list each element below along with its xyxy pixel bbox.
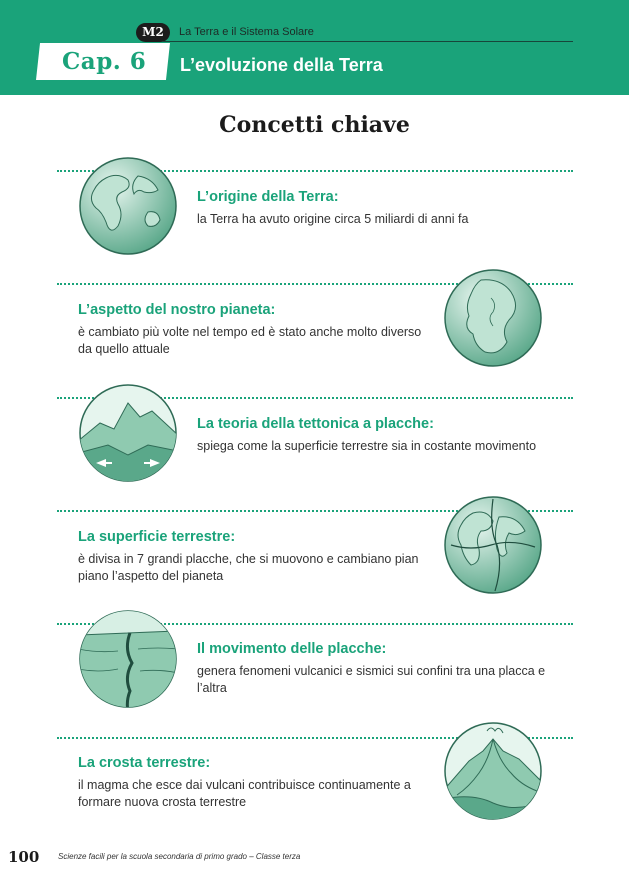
- concept-text: è divisa in 7 grandi placche, che si muovono e cambiano pian piano l’aspetto del pianeta: [78, 552, 419, 583]
- module-title: La Terra e il Sistema Solare: [179, 26, 314, 38]
- concept-text: il magma che esce dai vulcani contribuisce continuamente a formare nuova crosta terrestre: [78, 778, 411, 809]
- concept-item: [78, 302, 433, 358]
- concept-text: genera fenomeni vulcanici e sismici sui confini tra una placca e l’altra: [197, 664, 546, 695]
- concept-item: [197, 416, 557, 455]
- concept-item: [78, 529, 433, 585]
- volcano-icon: [443, 721, 543, 821]
- plates-globe-icon: [443, 495, 543, 595]
- concept-text: la Terra ha avuto origine circa 5 miliardi di anni fa: [197, 212, 469, 226]
- footer-book-title: Scienze facili per la scuola secondaria di primo grado – Classe terza: [58, 852, 301, 861]
- chapter-label: Cap. 6: [62, 48, 147, 75]
- concept-text: è cambiato più volte nel tempo ed è stato anche molto diverso da quello attuale: [78, 325, 422, 356]
- concept-title: L’origine della Terra:: [197, 189, 339, 205]
- concept-title: Il movimento delle placche:: [197, 641, 387, 657]
- concept-title: La teoria della tettonica a placche:: [197, 416, 434, 432]
- module-badge: M2: [136, 23, 170, 42]
- rift-icon: [78, 609, 178, 709]
- concept-item: [197, 641, 557, 697]
- concept-title: L’aspetto del nostro pianeta:: [78, 302, 276, 318]
- page-number: 100: [8, 848, 40, 866]
- page-title: Concetti chiave: [219, 112, 410, 138]
- pangea-globe-icon: [443, 268, 543, 368]
- concept-title: La superficie terrestre:: [78, 529, 236, 545]
- concept-item: [78, 755, 433, 811]
- chapter-title: L’evoluzione della Terra: [180, 55, 383, 75]
- globe-icon: [78, 156, 178, 256]
- mountain-plates-icon: [78, 383, 178, 483]
- concept-item: [197, 189, 557, 228]
- header-divider: [163, 41, 573, 42]
- concept-title: La crosta terrestre:: [78, 755, 211, 771]
- concept-text: spiega come la superficie terrestre sia in costante movimento: [197, 439, 537, 453]
